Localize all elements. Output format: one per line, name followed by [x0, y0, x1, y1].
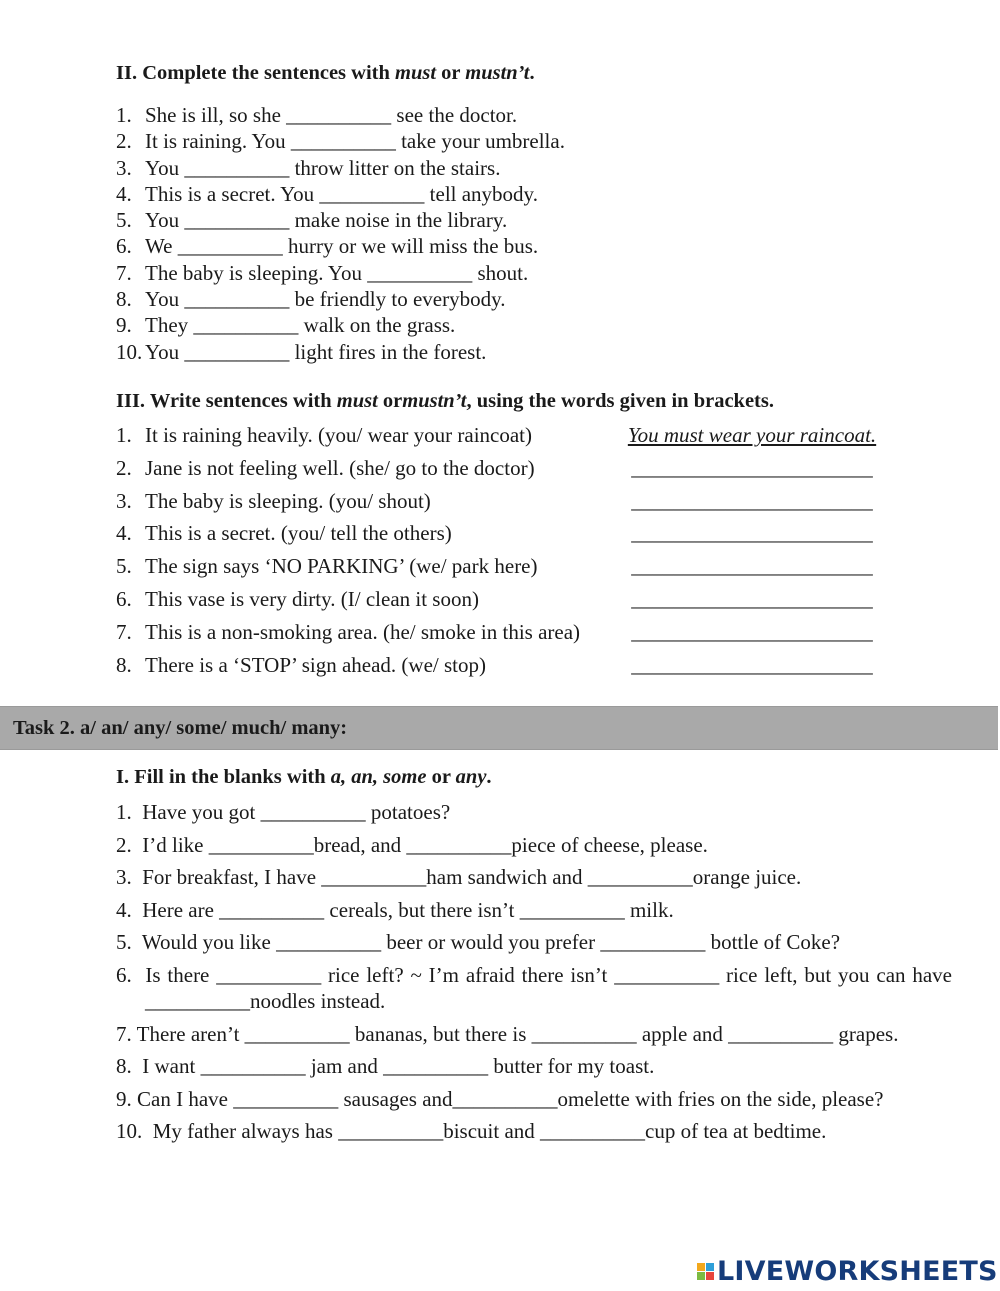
list-item: 4. This is a secret. (you/ tell the others) _______________________: [116, 517, 883, 550]
list-item: 1. She is ill, so she __________ see the doctor.: [116, 103, 518, 127]
liveworksheets-logo[interactable]: [697, 1254, 998, 1288]
answer-blank: _______________________: [631, 488, 873, 513]
list-item: 2. I’d like __________bread, and __________piece of cheese, please.: [116, 832, 708, 857]
section-i-list: [116, 799, 952, 1151]
section-iii-list: [116, 419, 883, 681]
answer-blank: _______________________: [631, 455, 873, 480]
list-item: 5. Would you like __________ beer or would you prefer __________ bottle of Coke?: [116, 930, 841, 955]
list-item: 3. You __________ throw litter on the stairs.: [116, 155, 501, 180]
section-ii-title: II. Complete the sentences with must or mustn’t.: [116, 62, 535, 84]
section-ii-list: [116, 102, 565, 365]
task2-heading-bar: [0, 706, 998, 750]
list-item: 8. I want __________ jam and __________ butter for my toast.: [116, 1054, 655, 1079]
liveworksheets-logo-icon: [697, 1263, 714, 1280]
example-answer: You must wear your raincoat.: [627, 423, 877, 447]
task2-heading: Task 2. a/ an/ any/ some/ much/ many:: [13, 717, 348, 739]
answer-blank: _______________________: [631, 521, 873, 546]
list-item: 1. Have you got __________ potatoes?: [116, 800, 451, 824]
list-item: 6. We __________ hurry or we will miss the bus.: [116, 234, 539, 259]
list-item: 7. There aren’t __________ bananas, but there is __________ apple and __________ grapes.: [116, 1021, 899, 1046]
list-item: 10. My father always has __________biscuit and __________cup of tea at bedtime.: [116, 1119, 827, 1144]
section-i-title: I. Fill in the blanks with a, an, some or any.: [116, 766, 492, 788]
answer-blank: _______________________: [631, 554, 873, 579]
list-item: 6. Is there __________ rice left? ~ I’m afraid there isn’t __________ rice left, but you can have __________noodles instead.: [116, 962, 952, 1013]
list-item: 2. Jane is not feeling well. (she/ go to the doctor) _______________________: [116, 452, 883, 485]
section-iii-title: III. Write sentences with must ormustn’t, using the words given in brackets.: [116, 390, 774, 412]
list-item: 8. There is a ‘STOP’ sign ahead. (we/ stop) _______________________: [116, 649, 883, 682]
list-item: 7. The baby is sleeping. You __________ shout.: [116, 260, 529, 285]
list-item: 6. This vase is very dirty. (I/ clean it soon) _______________________: [116, 583, 883, 616]
answer-blank: _______________________: [631, 619, 873, 644]
answer-blank: _______________________: [631, 586, 873, 611]
list-item: 1. It is raining heavily. (you/ wear your raincoat) You must wear your raincoat.: [116, 419, 883, 452]
list-item: 10. You __________ light fires in the forest.: [116, 339, 487, 364]
list-item: 2. It is raining. You __________ take your umbrella.: [116, 129, 565, 154]
list-item: 5. You __________ make noise in the library.: [116, 208, 508, 233]
list-item: 9. Can I have __________ sausages and__________omelette with fries on the side, please?: [116, 1086, 884, 1111]
list-item: 3. The baby is sleeping. (you/ shout) _______________________: [116, 485, 883, 518]
list-item: 4. This is a secret. You __________ tell anybody.: [116, 181, 538, 206]
list-item: 9. They __________ walk on the grass.: [116, 313, 456, 338]
list-item: 5. The sign says ‘NO PARKING’ (we/ park here) _______________________: [116, 550, 883, 583]
answer-blank: _______________________: [631, 652, 873, 677]
list-item: 8. You __________ be friendly to everybody.: [116, 287, 506, 312]
list-item: 7. This is a non-smoking area. (he/ smoke in this area) _______________________: [116, 616, 883, 649]
list-item: 3. For breakfast, I have __________ham sandwich and __________orange juice.: [116, 865, 802, 890]
logo-text: LIVEWORKSHEETS: [717, 1255, 998, 1287]
list-item: 4. Here are __________ cereals, but there isn’t __________ milk.: [116, 897, 674, 922]
